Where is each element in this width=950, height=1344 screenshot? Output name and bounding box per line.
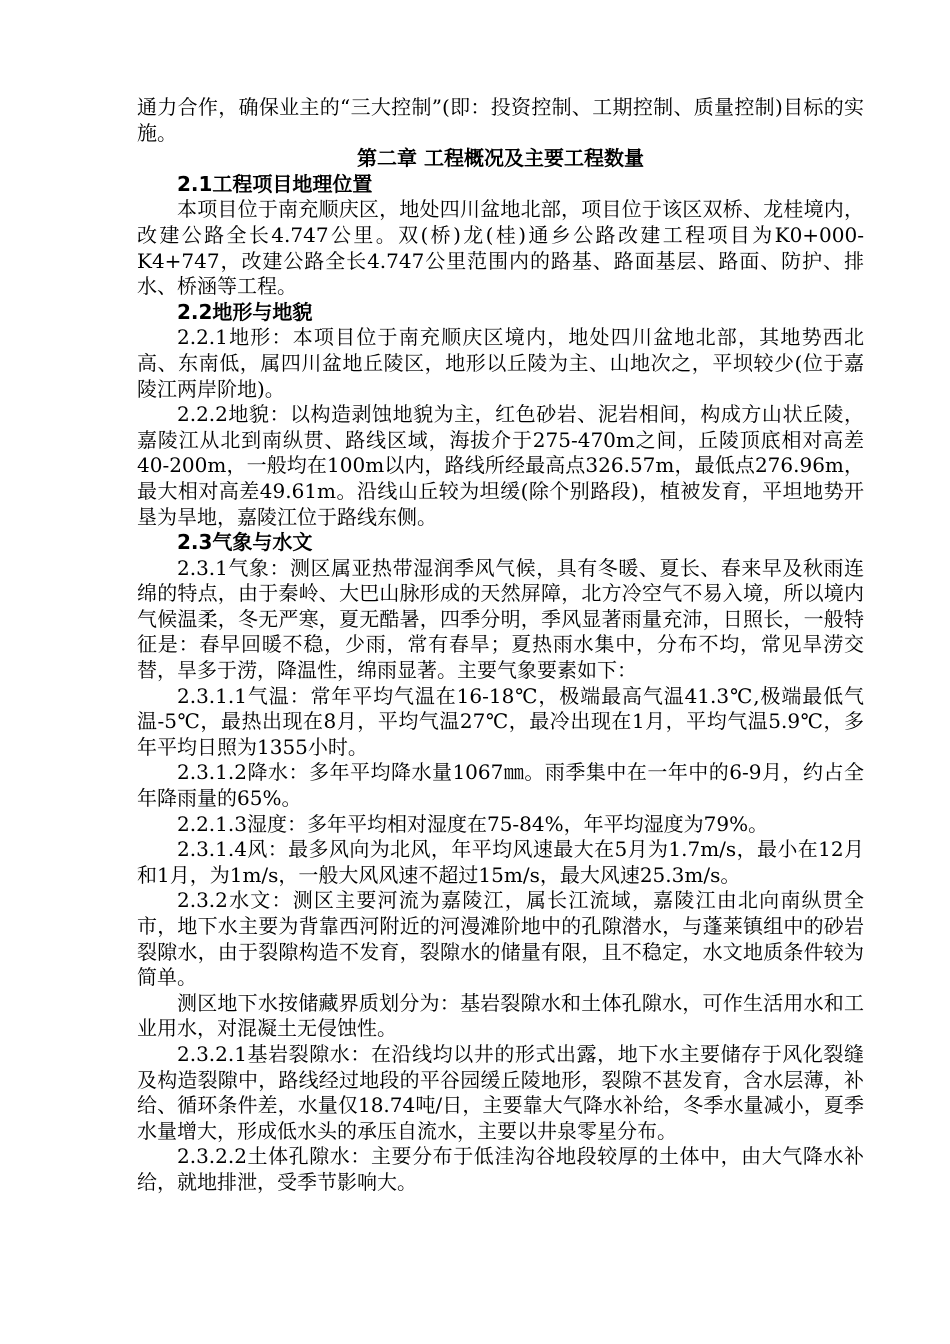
section-heading-2-1: 2.1工程项目地理位置 — [177, 171, 373, 196]
paragraph-groundwater: 测区地下水按储藏界质划分为：基岩裂隙水和土体孔隙水，可作生活用水和工业用水，对混凝土无侵蚀性。 — [137, 990, 864, 1041]
paragraph-project-location: 本项目位于南充顺庆区，地处四川盆地北部，项目位于该区双桥、龙桂境内，改建公路全长4.747公里。双(桥)龙(桂)通乡公路改建工程项目为K0+000-K4+747，改建公路全长4.747公里范围内的路基、路面基层、路面、防护、排水、桥涵等工程。 — [137, 197, 864, 299]
paragraph-landform: 2.2.2地貌：以构造剥蚀地貌为主，红色砂岩、泥岩相间，构成方山状丘陵，嘉陵江从北到南纵贯、路线区域，海拔介于275-470m之间，丘陵顶底相对高差40-200m，一般均在100m以内，路线所经最高点326.57m，最低点276.96m，最大相对高差49.61m。沿线山丘较为坦缓(除个别路段)，植被发育，平坦地势开垦为旱地，嘉陵江位于路线东侧。 — [137, 402, 864, 529]
paragraph-precipitation: 2.3.1.2降水：多年平均降水量1067㎜。雨季集中在一年中的6-9月，约占全年降雨量的65%。 — [137, 760, 864, 811]
paragraph-temperature: 2.3.1.1气温：常年平均气温在16-18℃，极端最高气温41.3℃,极端最低气温-5℃，最热出现在8月，平均气温27℃，最冷出现在1月，平均气温5.9℃，多年平均日照为1355小时。 — [137, 683, 864, 759]
paragraph-wind: 2.3.1.4风：最多风向为北风，年平均风速最大在5月为1.7m/s，最小在12月和1月，为1m/s，一般大风风速不超过15m/s，最大风速25.3m/s。 — [137, 837, 864, 887]
paragraph-climate: 2.3.1气象：测区属亚热带湿润季风气候，具有冬暖、夏长、春来早及秋雨连绵的特点，由于秦岭、大巴山脉形成的天然屏障，北方冷空气不易入境，所以境内气候温柔，冬无严寒，夏无酷暑，四季分明，季风显著雨量充沛，日照长，一般特征是：春早回暖不稳，少雨，常有春旱；夏热雨水集中，分布不均，常见旱涝交替，旱多于涝，降温性，绵雨显著。主要气象要素如下： — [137, 555, 864, 683]
paragraph-bedrock-fissure-water: 2.3.2.1基岩裂隙水：在沿线均以井的形式出露，地下水主要储存于风化裂缝及构造裂隙中，路线经过地段的平谷园缓丘陵地形，裂隙不甚发育，含水层薄，补给、循环条件差，水量仅18.74吨/日，主要靠大气降水补给，冬季水量减小，夏季水量增大，形成低水头的承压自流水，主要以井泉零星分布。 — [137, 1041, 864, 1143]
chapter-title: 第二章 工程概况及主要工程数量 — [357, 146, 644, 171]
paragraph-hydrology: 2.3.2水文：测区主要河流为嘉陵江，属长江流域，嘉陵江由北向南纵贯全市，地下水主要为背靠西河附近的河漫滩阶地中的孔隙潜水，与蓬莱镇组中的砂岩裂隙水，由于裂隙构造不发育，裂隙水的储量有限，且不稳定，水文地质条件较为简单。 — [137, 888, 864, 990]
paragraph-soil-pore-water: 2.3.2.2土体孔隙水：主要分布于低洼沟谷地段较厚的土体中，由大气降水补给，就地排泄，受季节影响大。 — [137, 1144, 864, 1194]
paragraph-intro-continuation: 通力合作，确保业主的“三大控制”(即：投资控制、工期控制、质量控制)目标的实施。 — [137, 95, 864, 145]
document-page — [137, 95, 864, 1196]
section-heading-2-3: 2.3气象与水文 — [177, 530, 313, 555]
paragraph-terrain: 2.2.1地形：本项目位于南充顺庆区境内，地处四川盆地北部，其地势西北高、东南低，属四川盆地丘陵区，地形以丘陵为主、山地次之，平坝较少(位于嘉陵江两岸阶地)。 — [137, 325, 864, 401]
paragraph-humidity: 2.2.1.3湿度：多年平均相对湿度在75-84%，年平均湿度为79%。 — [177, 811, 769, 836]
section-heading-2-2: 2.2地形与地貌 — [177, 299, 313, 324]
